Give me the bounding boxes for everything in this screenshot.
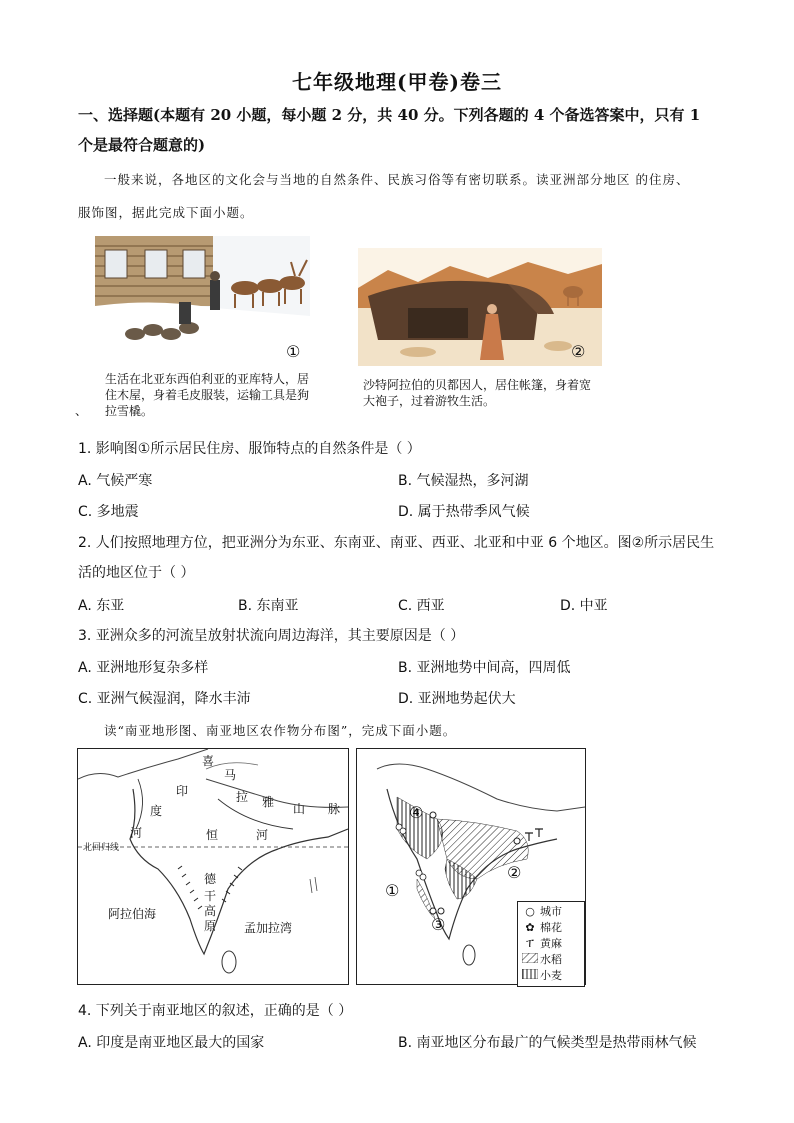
- map1-label-heng: 恒: [206, 828, 219, 842]
- map2-marker-3: ③: [431, 915, 446, 934]
- map1-label-ya: 雅: [262, 795, 275, 809]
- map1-label-du: 度: [150, 804, 163, 818]
- question-2-option-d[interactable]: D. 中亚: [560, 598, 608, 614]
- legend-jute: ፐ 黄麻: [520, 936, 582, 952]
- question-2-option-b[interactable]: B. 东南亚: [238, 598, 299, 614]
- legend-rice: 水稻: [520, 952, 582, 968]
- page-title: 七年级地理(甲卷)卷三: [292, 70, 502, 94]
- question-2-stem-line1: 2. 人们按照地理方位，把亚洲分为东亚、东南亚、南亚、西亚、北亚和中亚 6 个地区。图②所示居民生: [78, 535, 715, 551]
- legend-city: ○ 城市: [520, 904, 582, 920]
- legend-cotton: ✿ 棉花: [520, 920, 582, 936]
- map1-label-bay-of-bengal: 孟加拉湾: [244, 921, 293, 935]
- question-3-option-a[interactable]: A. 亚洲地形复杂多样: [78, 660, 209, 676]
- question-3-option-c[interactable]: C. 亚洲气候湿润，降水丰沛: [78, 691, 251, 707]
- question-1-option-c[interactable]: C. 多地震: [78, 504, 139, 520]
- section-heading-line2: 个是最符合题意的): [78, 136, 206, 154]
- picture2-caption-line1: 沙特阿拉伯的贝都因人，居住帐篷，身着宽: [363, 378, 592, 392]
- intro2: 读“南亚地形图、南亚地区农作物分布图”，完成下面小题。: [104, 723, 457, 738]
- map1-label-gao: 高: [204, 904, 217, 918]
- cotton-icon: ✿: [525, 921, 535, 934]
- picture1-caption: [105, 371, 315, 419]
- south-asia-crops-map: [356, 748, 586, 985]
- question-1-stem: 1. 影响图①所示居民住房、服饰特点的自然条件是（ ）: [78, 441, 421, 457]
- map1-label-la: 拉: [236, 790, 249, 804]
- question-3-option-b[interactable]: B. 亚洲地势中间高，四周低: [398, 660, 571, 676]
- question-3-stem: 3. 亚洲众多的河流呈放射状流向周边海洋，其主要原因是（ ）: [78, 628, 465, 644]
- map1-label-tropic: 北回归线: [83, 843, 120, 853]
- legend-wheat: 小麦: [520, 968, 582, 984]
- map1-label-ma: 马: [224, 768, 237, 782]
- wheat-hatch-icon: [520, 968, 540, 984]
- picture1-caption-line2: 住木屋，身着毛皮服装，运输工具是狗: [105, 388, 310, 402]
- picture2-caption-line2: 大袍子，过着游牧生活。: [363, 394, 496, 408]
- question-3-option-d[interactable]: D. 亚洲地势起伏大: [398, 691, 516, 707]
- question-1-option-b[interactable]: B. 气候湿热，多河湖: [398, 473, 529, 489]
- question-1-option-d[interactable]: D. 属于热带季风气候: [398, 504, 530, 520]
- picture1-number: ①: [286, 342, 301, 361]
- map1-label-indus-he: 河: [130, 826, 143, 840]
- section-heading: [78, 100, 728, 160]
- section-heading-line1: 一、选择题(本题有 20 小题，每小题 2 分，共 40 分。下列各题的 4 个备选答案中，只有 1: [78, 106, 701, 124]
- question-1-option-a[interactable]: A. 气候严寒: [78, 473, 153, 489]
- stray-mark: 、: [75, 404, 88, 418]
- question-2-option-a[interactable]: A. 东亚: [78, 598, 125, 614]
- question-2-option-c[interactable]: C. 西亚: [398, 598, 445, 614]
- map1-label-gan: 干: [204, 889, 217, 903]
- picture1-caption-line1: 生活在北亚东西伯利亚的亚库特人，居: [105, 372, 310, 386]
- map2-marker-1: ①: [385, 881, 400, 900]
- intro-line2: 服饰图，据此完成下面小题。: [78, 205, 254, 220]
- picture1-caption-line3: 拉雪橇。: [105, 404, 154, 418]
- map1-label-mai: 脉: [328, 802, 341, 816]
- map2-legend: [517, 901, 585, 987]
- question-2-stem-line2: 活的地区位于（ ）: [78, 565, 195, 581]
- picture2-number: ②: [571, 342, 586, 361]
- map1-label-shan: 山: [293, 802, 306, 816]
- city-icon: ○: [525, 905, 535, 918]
- question-4-option-b[interactable]: B. 南亚地区分布最广的气候类型是热带雨林气候: [398, 1035, 697, 1051]
- picture2-caption: [363, 377, 603, 409]
- map1-label-ganges-he: 河: [256, 828, 269, 842]
- rice-hatch-icon: [520, 952, 540, 968]
- intro-line1: 一般来说，各地区的文化会与当地的自然条件、民族习俗等有密切联系。读亚洲部分地区 的住房、: [104, 172, 690, 187]
- jute-icon: ፐ: [526, 937, 534, 950]
- yakut-house-picture: [95, 236, 310, 364]
- question-4-option-a[interactable]: A. 印度是南亚地区最大的国家: [78, 1035, 265, 1051]
- south-asia-terrain-map: [77, 748, 349, 985]
- map2-marker-2: ②: [507, 863, 522, 882]
- map1-label-yin: 印: [176, 784, 189, 798]
- map1-label-de: 德: [204, 872, 217, 886]
- map1-label-xi: 喜: [202, 754, 215, 768]
- map2-marker-4: ④: [409, 803, 424, 822]
- map1-label-yuan: 原: [204, 919, 217, 933]
- map1-label-arabian-sea: 阿拉伯海: [108, 907, 157, 921]
- question-4-stem: 4. 下列关于南亚地区的叙述，正确的是（ ）: [78, 1003, 353, 1019]
- bedouin-tent-picture: [358, 248, 602, 366]
